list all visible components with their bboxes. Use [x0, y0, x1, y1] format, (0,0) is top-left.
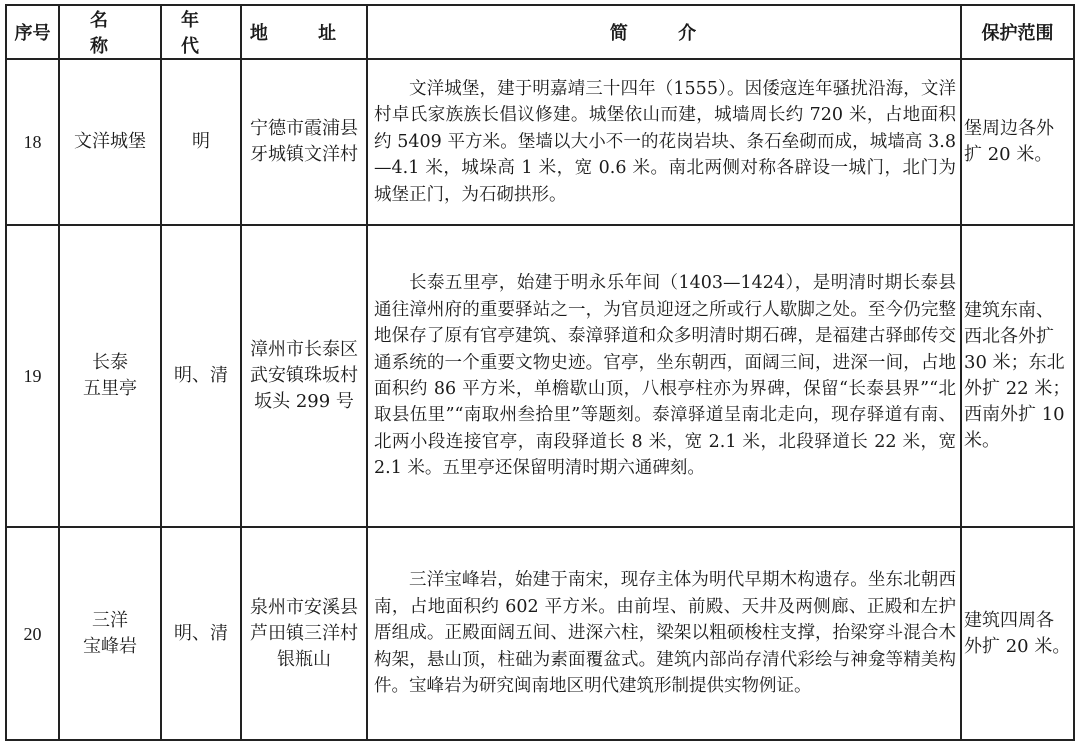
site-name-line: 宝峰岩 — [83, 635, 137, 657]
site-era: 明 — [161, 59, 241, 225]
header-address: 地 址 — [241, 5, 367, 59]
table-row — [6, 59, 1074, 225]
site-intro: 三洋宝峰岩，始建于南宋，现存主体为明代早期木构遗存。坐东北朝西南，占地面积约 602 平方米。由前埕、前殿、天井及两侧廊、正殿和左护厝组成。正殿面阔五间、进深六柱，梁架以粗硕梭柱支撑，抬梁穿斗混合木构架，悬山顶，柱础为素面覆盆式。建筑内部尚存清代彩绘与神龛等精美构件。宝峰岩为研究闽南地区明代建筑形制提供实物例证。 — [367, 527, 961, 740]
header-row — [6, 5, 1074, 59]
site-address: 泉州市安溪县芦田镇三洋村银瓶山 — [241, 527, 367, 740]
row-number: 19 — [6, 225, 59, 527]
protection-scope: 堡周边各外扩 20 米。 — [961, 59, 1074, 225]
site-address: 宁德市霞浦县牙城镇文洋村 — [241, 59, 367, 225]
site-name-line: 三洋 — [92, 609, 128, 631]
site-name — [59, 225, 161, 527]
site-intro: 长泰五里亭，始建于明永乐年间（1403—1424），是明清时期长泰县通往漳州府的重要驿站之一，为官员迎迓之所或行人歇脚之处。至今仍完整地保存了原有官亭建筑、泰漳驿道和众多明清时期石碑，是福建古驿邮传交通系统的一个重要文物史迹。官亭，坐东朝西，面阔三间，进深一间，占地面积约 86 平方米，单檐歇山顶，八根亭柱亦为界碑，保留“长泰县界”“北取县伍里”“南取州叁拾里”等题刻。泰漳驿道呈南北走向，现存驿道有南、北两小段连接官亭，南段驿道长 8 米，宽 2.1 米，北段驿道长 22 米，宽 2.1 米。五里亭还保留明清时期六通碑刻。 — [367, 225, 961, 527]
header-no: 序号 — [6, 5, 59, 59]
table-row — [6, 225, 1074, 527]
site-intro: 文洋城堡，建于明嘉靖三十四年（1555）。因倭寇连年骚扰沿海，文洋村卓氏家族族长倡议修建。城堡依山而建，城墙周长约 720 米，占地面积约 5409 平方米。堡墙以大小不一的花岗岩块、条石垒砌而成，城墙高 3.8—4.1 米，城垛高 1 米，宽 0.6 米。南北两侧对称各辟设一城门，北门为城堡正门，为石砌拱形。 — [367, 59, 961, 225]
header-era: 年 代 — [161, 5, 241, 59]
site-name — [59, 59, 161, 225]
header-intro: 简 介 — [367, 5, 961, 59]
site-name-line: 五里亭 — [83, 378, 137, 399]
header-name: 名 称 — [59, 5, 161, 59]
site-name-line: 长泰 — [92, 352, 128, 373]
site-name — [59, 527, 161, 740]
row-number: 18 — [6, 59, 59, 225]
heritage-table — [5, 4, 1075, 741]
header-scope: 保护范围 — [961, 5, 1074, 59]
site-era: 明、清 — [161, 225, 241, 527]
site-address: 漳州市长泰区武安镇珠坂村坂头 299 号 — [241, 225, 367, 527]
row-number: 20 — [6, 527, 59, 740]
table-row — [6, 527, 1074, 740]
site-name-line: 文洋城堡 — [74, 131, 146, 152]
protection-scope: 建筑四周各外扩 20 米。 — [961, 527, 1074, 740]
protection-scope: 建筑东南、西北各外扩 30 米；东北外扩 22 米；西南外扩 10 米。 — [961, 225, 1074, 527]
site-era: 明、清 — [161, 527, 241, 740]
